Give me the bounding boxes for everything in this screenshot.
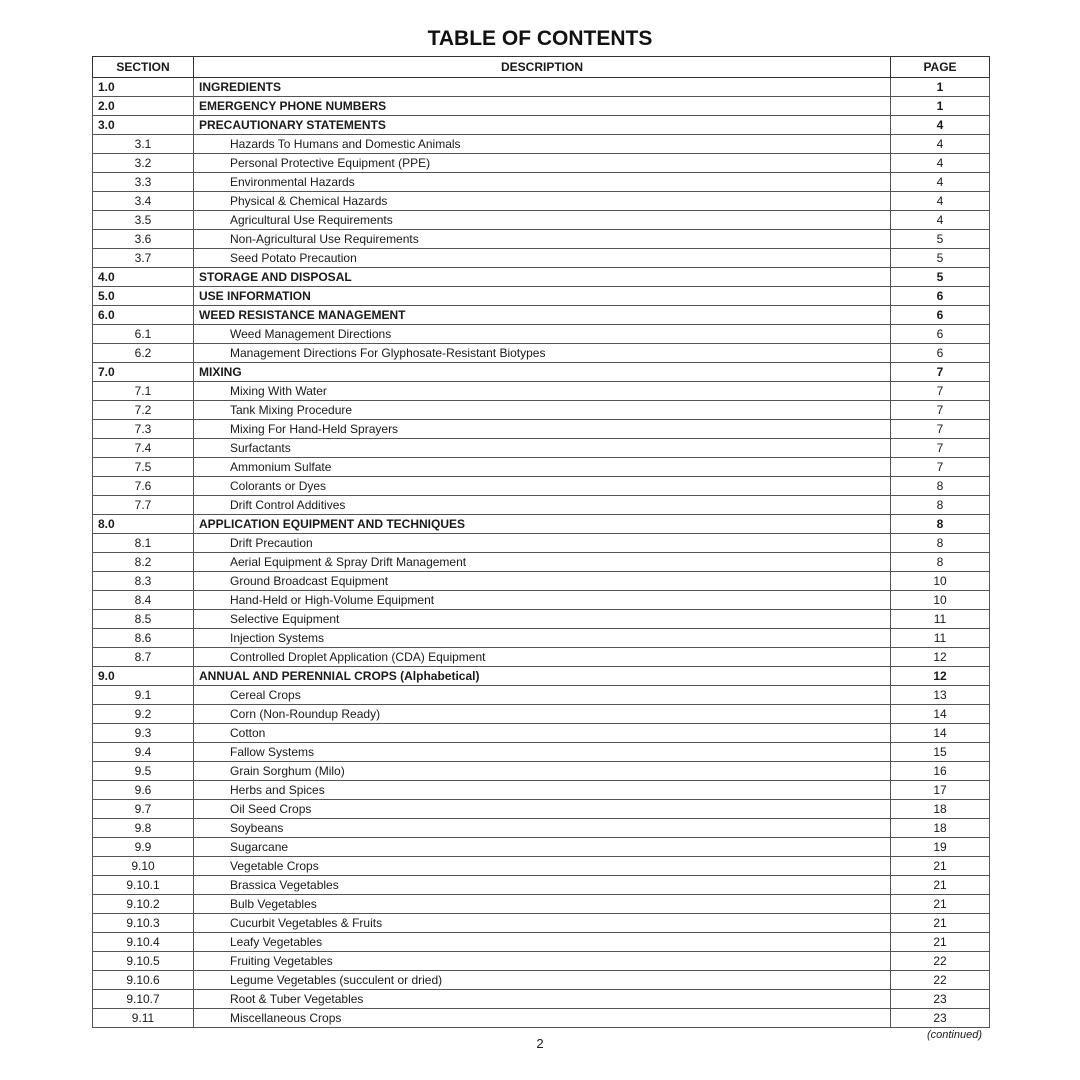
toc-row <box>93 876 990 895</box>
toc-row <box>93 686 990 705</box>
page-ref: 16 <box>891 762 990 781</box>
page-ref: 22 <box>891 971 990 990</box>
header-row <box>93 57 990 78</box>
toc-row <box>93 135 990 154</box>
section-description: Mixing For Hand-Held Sprayers <box>194 420 891 439</box>
section-description: Grain Sorghum (Milo) <box>194 762 891 781</box>
section-number: 7.7 <box>93 496 194 515</box>
section-description: APPLICATION EQUIPMENT AND TECHNIQUES <box>194 515 891 534</box>
toc-row <box>93 382 990 401</box>
page-ref: 10 <box>891 572 990 591</box>
section-number: 4.0 <box>93 268 194 287</box>
page-ref: 11 <box>891 610 990 629</box>
section-description: Fallow Systems <box>194 743 891 762</box>
section-number: 8.2 <box>93 553 194 572</box>
section-number: 7.1 <box>93 382 194 401</box>
toc-row <box>93 895 990 914</box>
toc-row <box>93 952 990 971</box>
page-ref: 7 <box>891 363 990 382</box>
section-description: ANNUAL AND PERENNIAL CROPS (Alphabetical) <box>194 667 891 686</box>
section-description: Drift Precaution <box>194 534 891 553</box>
toc-row <box>93 477 990 496</box>
toc-row <box>93 154 990 173</box>
page-ref: 23 <box>891 990 990 1009</box>
section-number: 3.6 <box>93 230 194 249</box>
section-number: 9.11 <box>93 1009 194 1028</box>
page-ref: 22 <box>891 952 990 971</box>
toc-row <box>93 610 990 629</box>
section-number: 9.10.6 <box>93 971 194 990</box>
section-number: 9.7 <box>93 800 194 819</box>
section-number: 9.8 <box>93 819 194 838</box>
page-ref: 8 <box>891 496 990 515</box>
section-description: PRECAUTIONARY STATEMENTS <box>194 116 891 135</box>
toc-row <box>93 211 990 230</box>
toc-row <box>93 306 990 325</box>
toc-row <box>93 268 990 287</box>
toc-row <box>93 648 990 667</box>
toc-row <box>93 116 990 135</box>
section-description: Cereal Crops <box>194 686 891 705</box>
section-number: 3.0 <box>93 116 194 135</box>
toc-row <box>93 933 990 952</box>
page-ref: 4 <box>891 116 990 135</box>
page-ref: 15 <box>891 743 990 762</box>
page-ref: 7 <box>891 401 990 420</box>
toc-row <box>93 591 990 610</box>
page-ref: 5 <box>891 268 990 287</box>
section-number: 9.5 <box>93 762 194 781</box>
section-description: Herbs and Spices <box>194 781 891 800</box>
page-ref: 5 <box>891 249 990 268</box>
section-number: 9.10.1 <box>93 876 194 895</box>
section-number: 9.9 <box>93 838 194 857</box>
section-description: Vegetable Crops <box>194 857 891 876</box>
section-number: 7.6 <box>93 477 194 496</box>
section-description: Physical & Chemical Hazards <box>194 192 891 211</box>
page-ref: 1 <box>891 78 990 97</box>
section-description: Brassica Vegetables <box>194 876 891 895</box>
section-description: Colorants or Dyes <box>194 477 891 496</box>
toc-row <box>93 990 990 1009</box>
toc-row <box>93 230 990 249</box>
section-description: Controlled Droplet Application (CDA) Equipment <box>194 648 891 667</box>
section-number: 9.4 <box>93 743 194 762</box>
section-number: 9.10.4 <box>93 933 194 952</box>
page-ref: 23 <box>891 1009 990 1028</box>
toc-row <box>93 496 990 515</box>
page-ref: 18 <box>891 800 990 819</box>
page-ref: 11 <box>891 629 990 648</box>
page-ref: 18 <box>891 819 990 838</box>
section-description: EMERGENCY PHONE NUMBERS <box>194 97 891 116</box>
page-ref: 4 <box>891 173 990 192</box>
section-description: Drift Control Additives <box>194 496 891 515</box>
section-description: Surfactants <box>194 439 891 458</box>
page-header: PAGE <box>891 57 990 78</box>
page-ref: 21 <box>891 895 990 914</box>
toc-row <box>93 192 990 211</box>
page-ref: 21 <box>891 933 990 952</box>
toc-row <box>93 287 990 306</box>
page-ref: 5 <box>891 230 990 249</box>
section-number: 9.10 <box>93 857 194 876</box>
page-ref: 10 <box>891 591 990 610</box>
section-description: INGREDIENTS <box>194 78 891 97</box>
section-number: 9.10.2 <box>93 895 194 914</box>
description-header: DESCRIPTION <box>194 57 891 78</box>
section-description: Miscellaneous Crops <box>194 1009 891 1028</box>
section-number: 6.1 <box>93 325 194 344</box>
section-number: 3.4 <box>93 192 194 211</box>
section-number: 8.3 <box>93 572 194 591</box>
section-number: 2.0 <box>93 97 194 116</box>
section-number: 7.2 <box>93 401 194 420</box>
section-number: 9.6 <box>93 781 194 800</box>
section-number: 3.7 <box>93 249 194 268</box>
section-number: 9.1 <box>93 686 194 705</box>
section-number: 6.2 <box>93 344 194 363</box>
section-number: 9.0 <box>93 667 194 686</box>
toc-row <box>93 1009 990 1028</box>
section-description: Management Directions For Glyphosate-Resistant Biotypes <box>194 344 891 363</box>
section-number: 8.7 <box>93 648 194 667</box>
section-number: 9.3 <box>93 724 194 743</box>
section-description: Weed Management Directions <box>194 325 891 344</box>
toc-table <box>92 56 990 1028</box>
page-ref: 4 <box>891 135 990 154</box>
toc-row <box>93 78 990 97</box>
section-description: Leafy Vegetables <box>194 933 891 952</box>
section-description: MIXING <box>194 363 891 382</box>
toc-row <box>93 914 990 933</box>
section-number: 9.10.3 <box>93 914 194 933</box>
page-ref: 12 <box>891 667 990 686</box>
page-ref: 17 <box>891 781 990 800</box>
toc-row <box>93 667 990 686</box>
page-ref: 12 <box>891 648 990 667</box>
section-number: 9.10.7 <box>93 990 194 1009</box>
toc-row <box>93 458 990 477</box>
toc-row <box>93 534 990 553</box>
page-ref: 7 <box>891 382 990 401</box>
toc-row <box>93 724 990 743</box>
section-number: 7.3 <box>93 420 194 439</box>
page-ref: 8 <box>891 515 990 534</box>
page-ref: 19 <box>891 838 990 857</box>
toc-row <box>93 705 990 724</box>
toc-row <box>93 819 990 838</box>
section-number: 7.5 <box>93 458 194 477</box>
section-number: 9.10.5 <box>93 952 194 971</box>
section-description: Environmental Hazards <box>194 173 891 192</box>
page-title: TABLE OF CONTENTS <box>427 27 653 50</box>
section-description: Cotton <box>194 724 891 743</box>
section-number: 3.5 <box>93 211 194 230</box>
section-number: 3.2 <box>93 154 194 173</box>
section-description: Hand-Held or High-Volume Equipment <box>194 591 891 610</box>
toc-row <box>93 762 990 781</box>
page-ref: 6 <box>891 325 990 344</box>
section-number: 3.3 <box>93 173 194 192</box>
section-description: Root & Tuber Vegetables <box>194 990 891 1009</box>
section-description: Injection Systems <box>194 629 891 648</box>
section-number: 6.0 <box>93 306 194 325</box>
page-ref: 21 <box>891 876 990 895</box>
section-number: 3.1 <box>93 135 194 154</box>
section-description: Bulb Vegetables <box>194 895 891 914</box>
section-number: 7.0 <box>93 363 194 382</box>
section-description: Ammonium Sulfate <box>194 458 891 477</box>
section-description: WEED RESISTANCE MANAGEMENT <box>194 306 891 325</box>
page-ref: 14 <box>891 724 990 743</box>
section-description: Fruiting Vegetables <box>194 952 891 971</box>
section-description: Non-Agricultural Use Requirements <box>194 230 891 249</box>
section-description: Aerial Equipment & Spray Drift Management <box>194 553 891 572</box>
section-description: Agricultural Use Requirements <box>194 211 891 230</box>
section-number: 1.0 <box>93 78 194 97</box>
page-ref: 4 <box>891 211 990 230</box>
section-number: 9.2 <box>93 705 194 724</box>
section-number: 7.4 <box>93 439 194 458</box>
section-description: Soybeans <box>194 819 891 838</box>
page-ref: 14 <box>891 705 990 724</box>
section-number: 5.0 <box>93 287 194 306</box>
section-description: USE INFORMATION <box>194 287 891 306</box>
page-ref: 7 <box>891 439 990 458</box>
toc-row <box>93 97 990 116</box>
section-description: STORAGE AND DISPOSAL <box>194 268 891 287</box>
section-header: SECTION <box>93 57 194 78</box>
toc-row <box>93 971 990 990</box>
section-description: Ground Broadcast Equipment <box>194 572 891 591</box>
toc-row <box>93 401 990 420</box>
toc-row <box>93 363 990 382</box>
page-ref: 8 <box>891 477 990 496</box>
section-number: 8.6 <box>93 629 194 648</box>
toc-row <box>93 629 990 648</box>
toc-row <box>93 553 990 572</box>
section-description: Sugarcane <box>194 838 891 857</box>
page-ref: 21 <box>891 857 990 876</box>
toc-row <box>93 420 990 439</box>
section-number: 8.1 <box>93 534 194 553</box>
section-number: 8.0 <box>93 515 194 534</box>
page-ref: 7 <box>891 420 990 439</box>
toc-row <box>93 515 990 534</box>
page-number: 2 <box>536 1036 544 1051</box>
toc-row <box>93 781 990 800</box>
toc-row <box>93 857 990 876</box>
section-description: Corn (Non-Roundup Ready) <box>194 705 891 724</box>
section-description: Seed Potato Precaution <box>194 249 891 268</box>
page-ref: 21 <box>891 914 990 933</box>
page-ref: 13 <box>891 686 990 705</box>
page-ref: 6 <box>891 306 990 325</box>
toc-body <box>93 78 990 1028</box>
section-description: Hazards To Humans and Domestic Animals <box>194 135 891 154</box>
toc-row <box>93 249 990 268</box>
section-description: Oil Seed Crops <box>194 800 891 819</box>
section-number: 8.5 <box>93 610 194 629</box>
section-description: Cucurbit Vegetables & Fruits <box>194 914 891 933</box>
page-ref: 7 <box>891 458 990 477</box>
section-description: Personal Protective Equipment (PPE) <box>194 154 891 173</box>
page-ref: 6 <box>891 287 990 306</box>
toc-row <box>93 572 990 591</box>
toc-row <box>93 743 990 762</box>
toc-row <box>93 800 990 819</box>
section-description: Mixing With Water <box>194 382 891 401</box>
page-ref: 6 <box>891 344 990 363</box>
toc-row <box>93 325 990 344</box>
page-ref: 1 <box>891 97 990 116</box>
section-description: Tank Mixing Procedure <box>194 401 891 420</box>
continued-note: (continued) <box>926 1029 982 1041</box>
section-description: Selective Equipment <box>194 610 891 629</box>
page-ref: 4 <box>891 192 990 211</box>
section-description: Legume Vegetables (succulent or dried) <box>194 971 891 990</box>
toc-row <box>93 439 990 458</box>
page-ref: 8 <box>891 553 990 572</box>
page-ref: 8 <box>891 534 990 553</box>
toc-row <box>93 344 990 363</box>
toc-row <box>93 173 990 192</box>
section-number: 8.4 <box>93 591 194 610</box>
toc-row <box>93 838 990 857</box>
page-ref: 4 <box>891 154 990 173</box>
